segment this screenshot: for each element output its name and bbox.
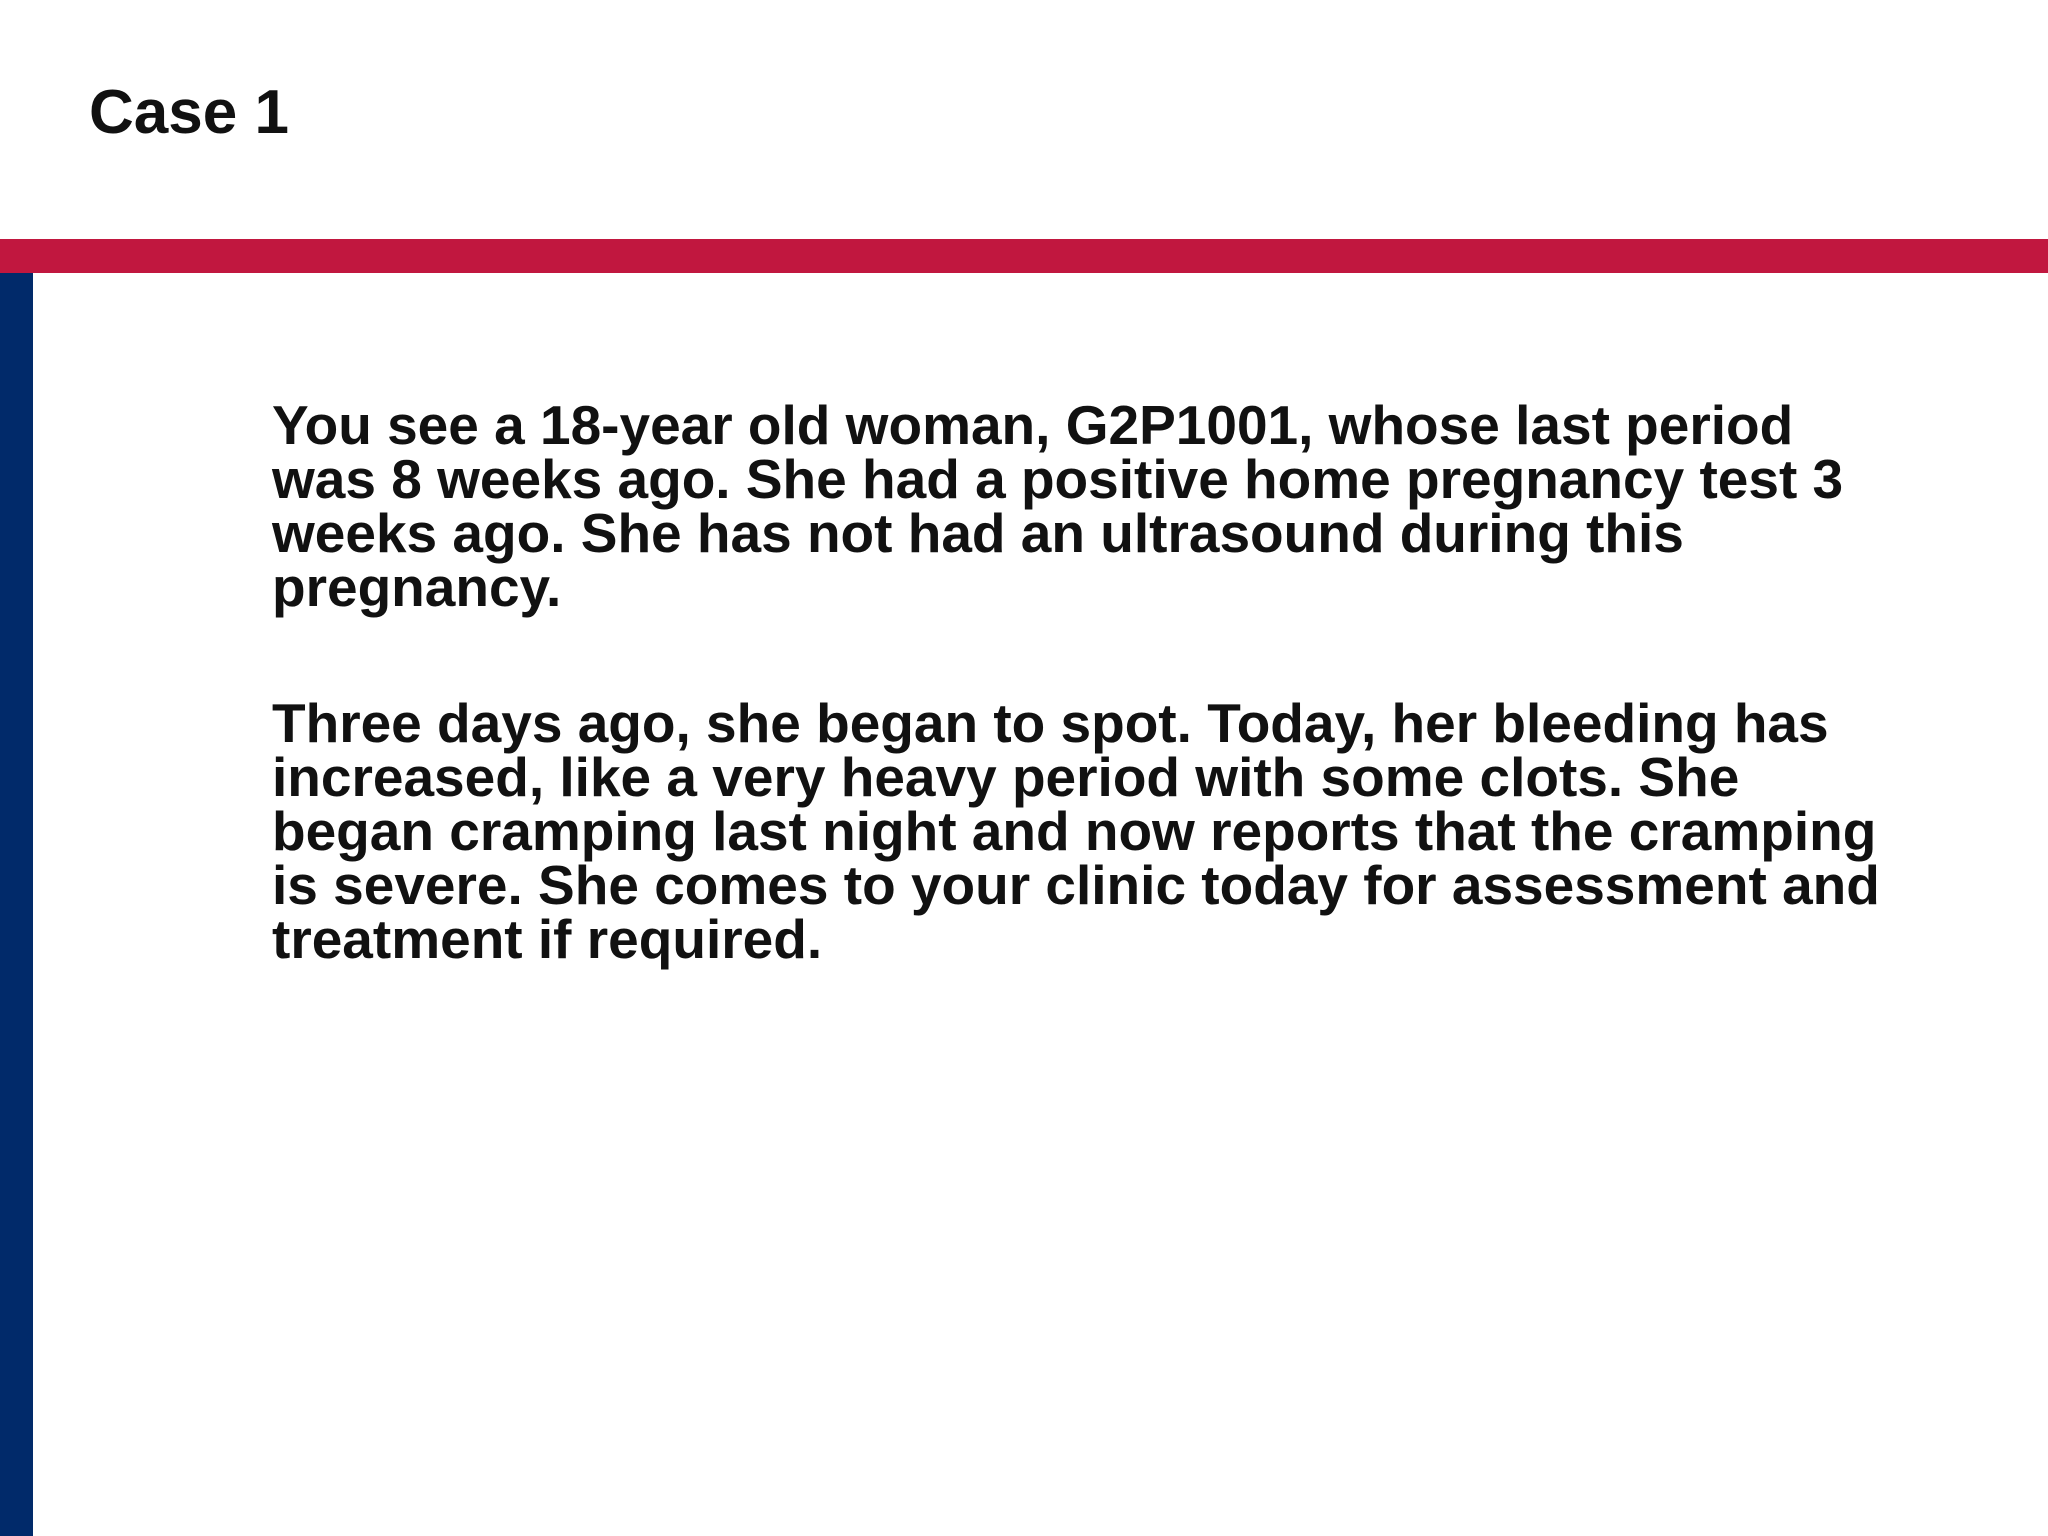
slide-title: Case 1: [89, 78, 289, 147]
paragraph-1-line-4: pregnancy.: [272, 556, 562, 618]
paragraph-2-line-3: began cramping last night and now reports that the cramping: [272, 800, 1877, 862]
paragraph-2-line-4: is severe. She comes to your clinic today for assessment and: [272, 854, 1880, 916]
left-accent-bar: [0, 273, 33, 1536]
paragraph-2-line-2: increased, like a very heavy period with some clots. She: [272, 746, 1740, 808]
paragraph-2-line-5: treatment if required.: [272, 908, 823, 970]
paragraph-1-line-1: You see a 18-year old woman, G2P1001, whose last period: [272, 394, 1794, 456]
paragraph-1-line-2: was 8 weeks ago. She had a positive home pregnancy test 3: [272, 448, 1844, 510]
paragraph-2-line-1: Three days ago, she began to spot. Today, her bleeding has: [272, 692, 1829, 754]
case-paragraph-2: [272, 692, 1992, 970]
top-accent-bar: [0, 239, 2048, 273]
case-paragraph-1: [272, 394, 1992, 618]
paragraph-1-line-3: weeks ago. She has not had an ultrasound during this: [272, 502, 1684, 564]
case-description: [272, 394, 1992, 970]
